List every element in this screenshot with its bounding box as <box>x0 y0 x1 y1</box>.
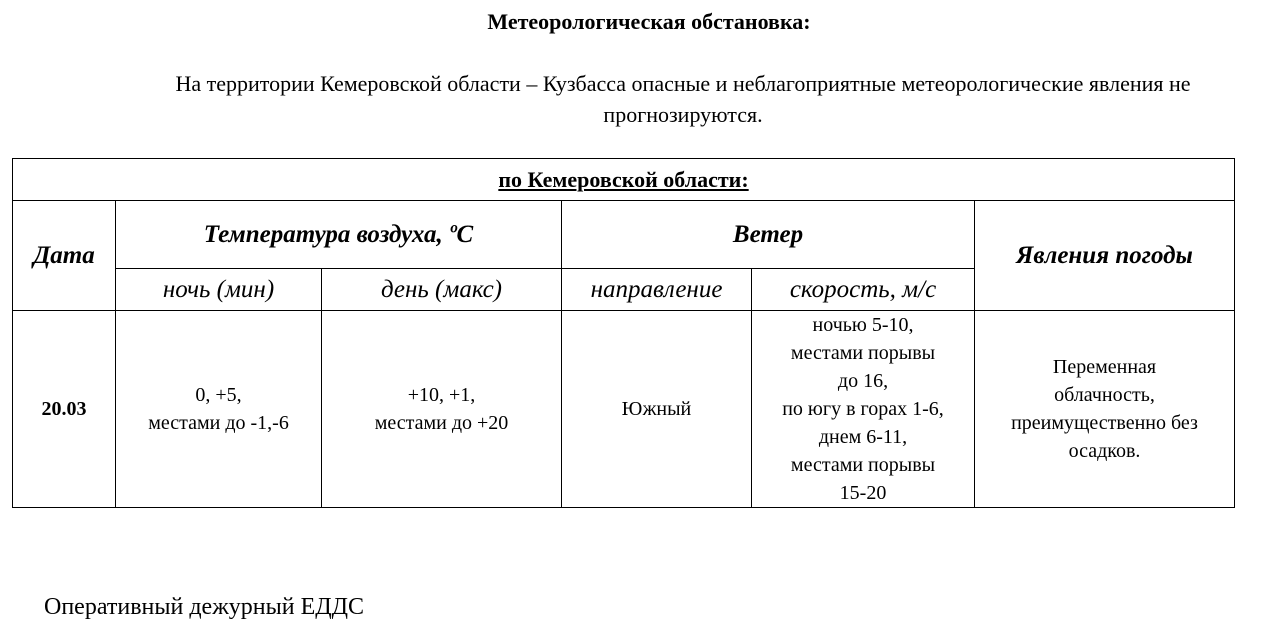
day-temp-line: местами до +20 <box>374 412 509 434</box>
wind-speed-line: по югу в горах 1-6, <box>782 398 944 420</box>
phenomena-header: Явления погоды <box>975 201 1235 311</box>
night-temp-line: 0, +5, <box>195 384 242 406</box>
region-row <box>13 159 1235 201</box>
wind-speed-line: ночью 5-10, <box>812 314 914 336</box>
phenomena-line: осадков. <box>1068 440 1141 462</box>
table-row <box>13 311 1235 508</box>
wind-speed-header: скорость, м/с <box>752 269 975 311</box>
night-temp-header: ночь (мин) <box>116 269 322 311</box>
wind-speed-line: местами порывы <box>790 342 936 364</box>
wind-speed-line: 15-20 <box>839 482 887 504</box>
day-temp-cell <box>322 311 562 508</box>
night-temp-line: местами до -1,-6 <box>148 412 289 434</box>
region-title: по Кемеровской области: <box>13 159 1235 201</box>
date-cell: 20.03 <box>13 311 116 508</box>
wind-speed-line: местами порывы <box>790 454 936 476</box>
wind-header: Ветер <box>562 201 975 269</box>
wind-direction-header: направление <box>562 269 752 311</box>
day-temp-header: день (макс) <box>322 269 562 311</box>
phenomena-line: облачность, <box>1054 384 1155 406</box>
forecast-summary: На территории Кемеровской области – Кузбасса опасные и неблагоприятные метеорологические явления не прогнозируются. <box>175 71 1191 127</box>
header-row-main <box>13 201 1235 269</box>
weather-table <box>12 158 1235 508</box>
wind-speed-cell <box>752 311 975 508</box>
date-header: Дата <box>13 201 116 311</box>
phenomena-line: Переменная <box>1052 356 1157 378</box>
wind-direction-cell: Южный <box>562 311 752 508</box>
signature-line: Оперативный дежурный ЕДДС <box>44 594 365 620</box>
wind-speed-line: до 16, <box>837 370 889 392</box>
temperature-header: Температура воздуха, ºС <box>116 201 562 269</box>
night-temp-cell <box>116 311 322 508</box>
phenomena-cell <box>975 311 1235 508</box>
wind-speed-line: днем 6-11, <box>818 426 908 448</box>
phenomena-line: преимущественно без <box>1011 412 1198 434</box>
page-title: Метеорологическая обстановка: <box>487 9 811 34</box>
day-temp-line: +10, +1, <box>407 384 476 406</box>
